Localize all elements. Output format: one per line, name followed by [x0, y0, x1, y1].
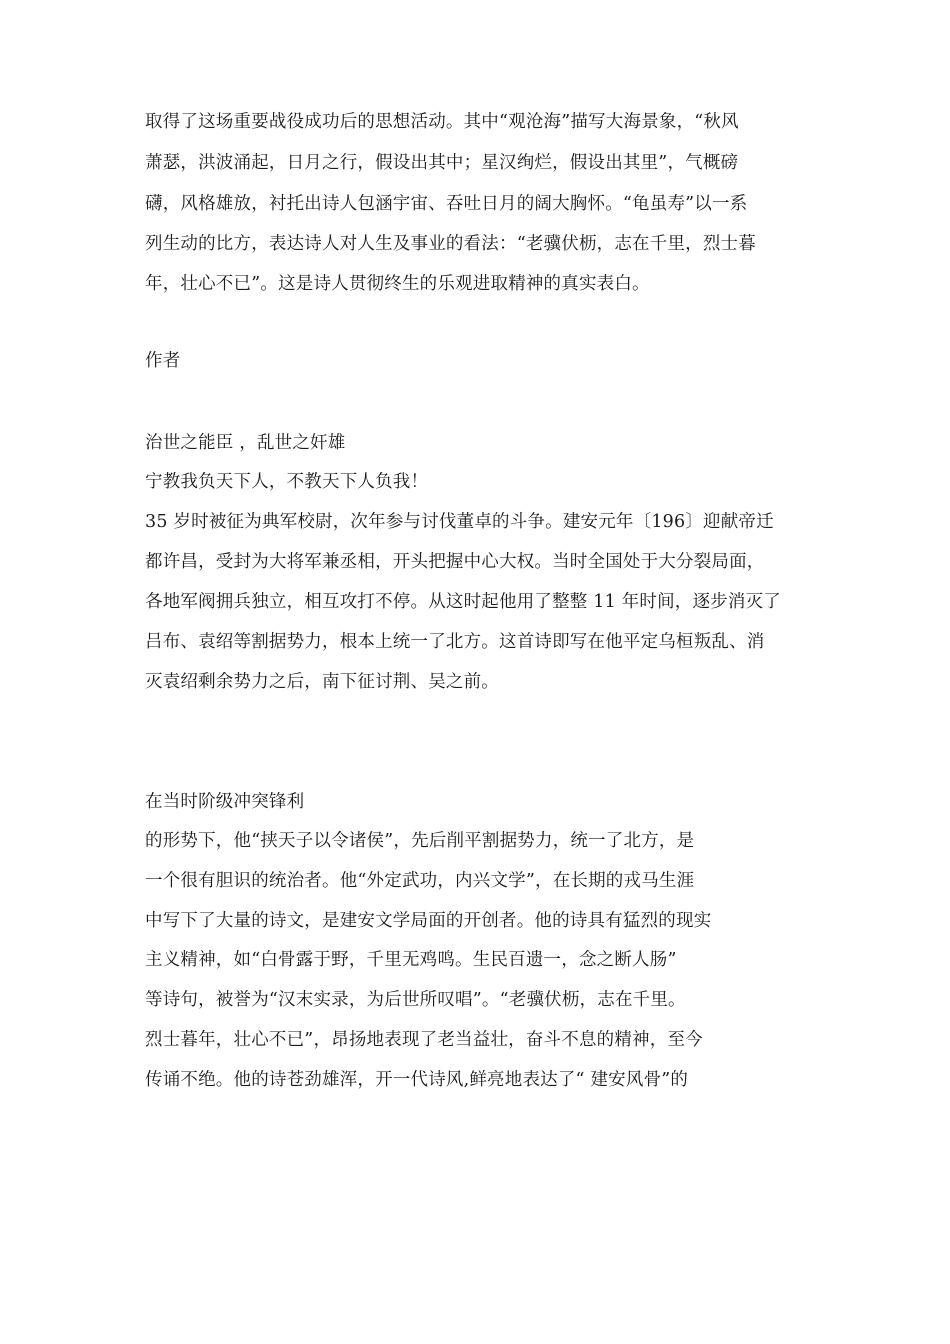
para3-line-1: 在当时阶级冲突锋利 — [145, 792, 305, 812]
para1-line-2: 萧瑟，洪波涌起，日月之行，假设出其中；星汉绚烂，假设出其里”，气概磅 — [145, 153, 739, 173]
para3-line-4: 中写下了大量的诗文，是建安文学局面的开创者。他的诗具有猛烈的现实 — [145, 911, 712, 931]
para1-line-4: 列生动的比方，表达诗人对人生及事业的看法：“老骥伏枥，志在千里，烈士暮 — [145, 234, 756, 254]
para3-line-8: 传诵不绝。他的诗苍劲雄浑，开一代诗风,鲜亮地表达了“ 建安风骨”的 — [145, 1070, 689, 1090]
para3-line-3: 一个很有胆识的统治者。他“外定武功，内兴文学”，在长期的戎马生涯 — [145, 871, 695, 891]
para2-line-5: 各地军阀拥兵独立，相互攻打不停。从这时起他用了整整 11 年时间，逐步消灭了 — [145, 592, 781, 612]
para2-line-1: 治世之能臣 ，乱世之奸雄 — [145, 433, 346, 453]
para1-line-3: 礴，风格雄放，衬托出诗人包涵宇宙、吞吐日月的阔大胸怀。“龟虽寿”以一系 — [145, 194, 748, 214]
para2-line-6: 吕布、袁绍等割据势力，根本上统一了北方。这首诗即写在他平定乌桓叛乱、消 — [145, 632, 765, 652]
para1-line-1: 取得了这场重要战役成功后的思想活动。其中“观沧海”描写大海景象，“秋风 — [145, 112, 739, 132]
para3-line-7: 烈士暮年，壮心不已”，昂扬地表现了老当益壮，奋斗不息的精神，至今 — [145, 1030, 703, 1050]
para2-line-4: 都许昌，受封为大将军兼丞相，开头把握中心大权。当时全国处于大分裂局面， — [145, 552, 765, 572]
para2-line-2: 宁教我负天下人，不教天下人负我！ — [145, 472, 429, 492]
para3-line-5: 主义精神，如“白骨露于野，千里无鸡鸣。生民百遗一，念之断人肠” — [145, 950, 677, 970]
para1-line-5: 年，壮心不已”。这是诗人贯彻终生的乐观进取精神的真实表白。 — [145, 274, 650, 294]
para2-line-7: 灭袁绍剩余势力之后，南下征讨荆、吴之前。 — [145, 672, 499, 692]
para2-line-3: 35 岁时被征为典军校尉，次年参与讨伐董卓的斗争。建安元年〔196〕迎献帝迁 — [145, 512, 774, 532]
para3-line-6: 等诗句，被誉为“汉末实录，为后世所叹唱”。“老骥伏枥，志在千里。 — [145, 990, 686, 1010]
author-heading: 作者 — [145, 351, 181, 371]
para3-line-2: 的形势下，他“挟天子以令诸侯”，先后削平割据势力，统一了北方，是 — [145, 831, 695, 851]
